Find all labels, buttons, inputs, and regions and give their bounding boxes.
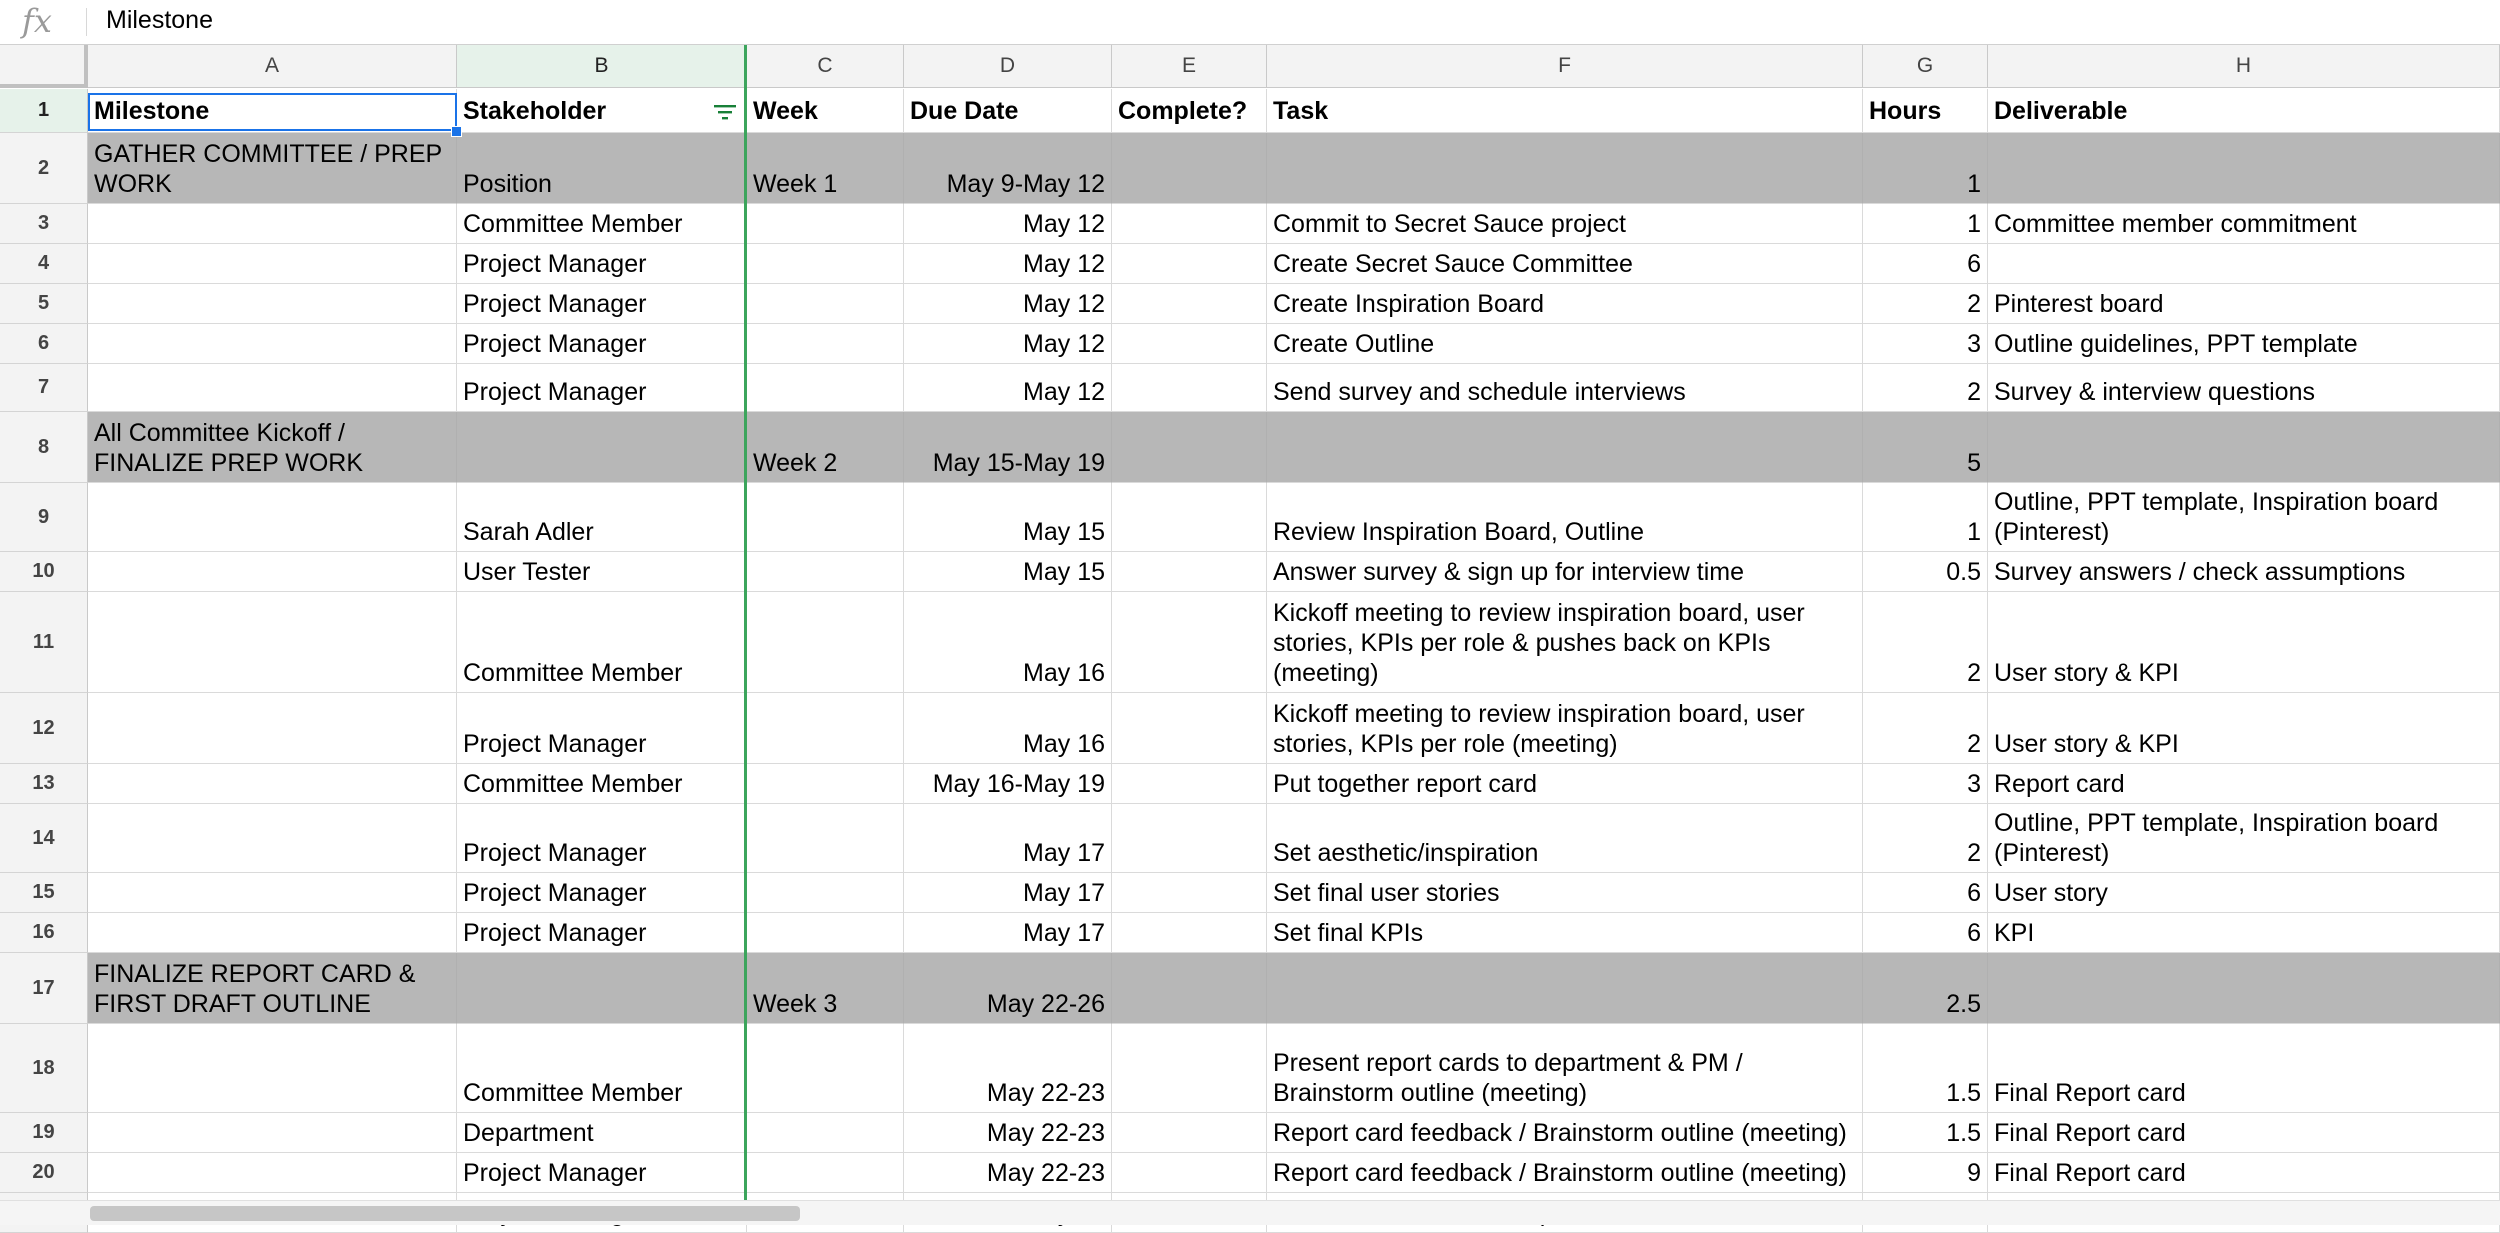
cell-text: May 17 [1023,919,1105,947]
cell-text: Committee Member [463,770,683,798]
cell-deliverable[interactable] [1988,324,2500,364]
cell-text: Due Date [910,96,1019,125]
cell-due-date[interactable] [904,204,1112,244]
cell-text: 6 [1967,250,1981,278]
column-header-g[interactable]: G [1863,45,1988,88]
select-all-corner[interactable] [0,45,88,88]
cell-complete[interactable] [1112,483,1267,552]
cell-text: 5 [1967,449,1981,477]
row-header[interactable]: 1 [0,89,88,133]
cell-text: Week 1 [753,170,838,198]
row-header[interactable]: 17 [0,953,88,1024]
cell-hours[interactable] [1863,1153,1988,1193]
cell-due-date[interactable] [904,693,1112,764]
cell-deliverable[interactable] [1988,592,2500,693]
cell-text: Set final user stories [1273,879,1500,907]
cell-complete[interactable] [1112,764,1267,804]
cell-task[interactable] [1267,592,1863,693]
cell-text: May 15 [1023,558,1105,586]
cell-hours[interactable] [1863,364,1988,412]
cell-text: Task [1273,96,1329,125]
row-header[interactable]: 7 [0,364,88,412]
cell-week[interactable] [747,764,904,804]
cell-week[interactable] [747,1113,904,1153]
cell-text: Put together report card [1273,770,1538,798]
cell-text: 9 [1967,1159,1981,1187]
cell-deliverable[interactable] [1988,364,2500,412]
cell-hours[interactable] [1863,552,1988,592]
cell-deliverable[interactable] [1988,133,2500,204]
cell-milestone[interactable] [88,873,457,913]
cell-milestone[interactable] [88,953,457,1024]
cell-task[interactable] [1267,873,1863,913]
cell-text: Milestone [94,96,210,125]
cell-complete[interactable] [1112,133,1267,204]
cell-text: FINALIZE REPORT CARD & FIRST DRAFT OUTLINE [94,960,416,1018]
cell-text: May 9-May 12 [946,170,1105,198]
cell-week[interactable] [747,873,904,913]
cell-hours[interactable] [1863,693,1988,764]
cell-hours[interactable] [1863,1024,1988,1113]
cell-text: Committee member commitment [1994,210,2357,238]
cell-text: 2.5 [1946,990,1981,1018]
cell-text: May 12 [1023,378,1105,406]
row-header[interactable]: 16 [0,913,88,953]
cell-text: Outline, PPT template, Inspiration board (Pinterest) [1994,488,2439,546]
cell-deliverable[interactable] [1988,284,2500,324]
cell-task[interactable] [1267,1153,1863,1193]
formula-input[interactable]: Milestone [106,6,213,34]
cell-text: Survey & interview questions [1994,378,2315,406]
cell-complete[interactable] [1112,693,1267,764]
cell-milestone[interactable] [88,693,457,764]
cell-hours[interactable] [1863,873,1988,913]
cell-text: Report card feedback / Brainstorm outline (meeting) [1273,1159,1847,1187]
cell-milestone[interactable] [88,364,457,412]
cell-week[interactable] [747,244,904,284]
cell-milestone[interactable] [88,483,457,552]
cell-text: 1.5 [1946,1119,1981,1147]
cell-task[interactable] [1267,483,1863,552]
cell-week[interactable] [747,1024,904,1113]
cell-hours[interactable] [1863,204,1988,244]
cell-text: GATHER COMMITTEE / PREP WORK [94,140,442,198]
cell-text: Report card [1994,770,2125,798]
cell-complete[interactable] [1112,412,1267,483]
cell-text: Project Manager [463,1159,647,1187]
cell-milestone[interactable] [88,592,457,693]
cell-week[interactable] [747,483,904,552]
cell-text: 6 [1967,919,1981,947]
cell-stakeholder[interactable] [457,284,747,324]
row-header[interactable]: 11 [0,592,88,693]
cell-text: Week 3 [753,990,838,1018]
cell-milestone[interactable] [88,1153,457,1193]
cell-hours[interactable] [1863,913,1988,953]
cell-week[interactable] [747,804,904,873]
cell-hours[interactable] [1863,244,1988,284]
cell-week[interactable] [747,1153,904,1193]
row-header[interactable]: 8 [0,412,88,483]
cell-text: Project Manager [463,919,647,947]
cell-complete[interactable] [1112,89,1267,133]
cell-week[interactable] [747,324,904,364]
cell-text: 2 [1967,839,1981,867]
cell-due-date[interactable] [904,913,1112,953]
cell-task[interactable] [1267,364,1863,412]
cell-text: Committee Member [463,659,683,687]
cell-text: 2 [1967,378,1981,406]
cell-text: Set final KPIs [1273,919,1424,947]
cell-text: Sarah Adler [463,518,594,546]
row-header[interactable]: 19 [0,1113,88,1153]
cell-task[interactable] [1267,324,1863,364]
cell-text: Final Report card [1994,1079,2186,1107]
cell-task[interactable] [1267,204,1863,244]
cell-due-date[interactable] [904,1024,1112,1113]
cell-stakeholder[interactable] [457,133,747,204]
cell-deliverable[interactable] [1988,89,2500,133]
cell-stakeholder[interactable] [457,592,747,693]
cell-complete[interactable] [1112,244,1267,284]
cell-stakeholder[interactable] [457,804,747,873]
row-header[interactable]: 12 [0,693,88,764]
cell-stakeholder[interactable] [457,764,747,804]
cell-deliverable[interactable] [1988,804,2500,873]
cell-deliverable[interactable] [1988,552,2500,592]
cell-week[interactable] [747,913,904,953]
cell-text: Department [463,1119,594,1147]
row-header[interactable]: 5 [0,284,88,324]
cell-text: User story [1994,879,2108,907]
cell-text: All Committee Kickoff / FINALIZE PREP WORK [94,419,364,477]
cell-milestone[interactable] [88,244,457,284]
cell-text: Create Outline [1273,330,1435,358]
cell-milestone[interactable] [88,764,457,804]
cell-stakeholder[interactable] [457,552,747,592]
cell-hours[interactable] [1863,89,1988,133]
cell-complete[interactable] [1112,364,1267,412]
cell-task[interactable] [1267,1113,1863,1153]
cell-text: May 17 [1023,879,1105,907]
cell-deliverable[interactable] [1988,1153,2500,1193]
cell-text: 1 [1967,210,1981,238]
row-header[interactable]: 3 [0,204,88,244]
cell-stakeholder[interactable] [457,693,747,764]
cell-due-date[interactable] [904,592,1112,693]
cell-text: May 22-23 [986,1079,1105,1107]
cell-stakeholder[interactable] [457,324,747,364]
row-header[interactable]: 10 [0,552,88,592]
cell-deliverable[interactable] [1988,693,2500,764]
cell-text: Final Report card [1994,1159,2186,1187]
column-header-f[interactable]: F [1267,45,1863,88]
cell-text: Deliverable [1994,96,2128,125]
cell-text: 3 [1967,770,1981,798]
cell-deliverable[interactable] [1988,1024,2500,1113]
cell-hours[interactable] [1863,324,1988,364]
cell-due-date[interactable] [904,873,1112,913]
cell-due-date[interactable] [904,412,1112,483]
cell-text: User story & KPI [1994,730,2179,758]
fx-icon: fx [22,2,52,40]
cell-text: Answer survey & sign up for interview time [1273,558,1745,586]
cell-task[interactable] [1267,552,1863,592]
cell-task[interactable] [1267,284,1863,324]
cell-complete[interactable] [1112,804,1267,873]
cell-stakeholder[interactable] [457,873,747,913]
fill-handle[interactable] [451,126,462,137]
cell-text: Create Inspiration Board [1273,290,1544,318]
cell-stakeholder[interactable] [457,244,747,284]
cell-due-date[interactable] [904,89,1112,133]
cell-deliverable[interactable] [1988,953,2500,1024]
cell-task[interactable] [1267,693,1863,764]
scrollbar-thumb[interactable] [90,1206,800,1221]
cell-text: Committee Member [463,210,683,238]
column-header-h[interactable]: H [1988,45,2500,88]
cell-week[interactable] [747,412,904,483]
cell-task[interactable] [1267,764,1863,804]
cell-text: May 17 [1023,839,1105,867]
cell-week[interactable] [747,133,904,204]
cell-task[interactable] [1267,89,1863,133]
cell-milestone[interactable] [88,324,457,364]
cell-text: May 12 [1023,290,1105,318]
column-header-b[interactable]: B [457,45,747,88]
cell-milestone[interactable] [88,204,457,244]
horizontal-scrollbar[interactable] [0,1200,2500,1225]
cell-task[interactable] [1267,953,1863,1024]
cell-text: Project Manager [463,839,647,867]
cell-hours[interactable] [1863,284,1988,324]
cell-milestone[interactable] [88,552,457,592]
cell-week[interactable] [747,552,904,592]
formula-bar-divider [86,8,87,36]
cell-deliverable[interactable] [1988,764,2500,804]
cell-text: Project Manager [463,330,647,358]
cell-due-date[interactable] [904,133,1112,204]
cell-text: May 16 [1023,730,1105,758]
cell-due-date[interactable] [904,764,1112,804]
cell-due-date[interactable] [904,552,1112,592]
cell-task[interactable] [1267,913,1863,953]
cell-text: Project Manager [463,250,647,278]
formula-bar [0,0,2500,45]
cell-due-date[interactable] [904,953,1112,1024]
cell-text: Project Manager [463,290,647,318]
cell-hours[interactable] [1863,133,1988,204]
row-header[interactable]: 18 [0,1024,88,1113]
cell-week[interactable] [747,204,904,244]
cell-text: Position [463,170,552,198]
cell-text: May 12 [1023,330,1105,358]
cell-stakeholder[interactable] [457,89,747,133]
cell-hours[interactable] [1863,1113,1988,1153]
cell-text: Final Report card [1994,1119,2186,1147]
cell-hours[interactable] [1863,412,1988,483]
row-header[interactable]: 20 [0,1153,88,1193]
cell-text: Project Manager [463,378,647,406]
cell-text: Send survey and schedule interviews [1273,378,1686,406]
cell-task[interactable] [1267,133,1863,204]
cell-text: May 22-23 [986,1159,1105,1187]
cell-milestone[interactable] [88,133,457,204]
cell-text: Hours [1869,96,1942,125]
cell-text: May 15-May 19 [932,449,1105,477]
cell-due-date[interactable] [904,364,1112,412]
cell-hours[interactable] [1863,592,1988,693]
cell-milestone[interactable] [88,412,457,483]
cell-milestone[interactable] [88,913,457,953]
cell-week[interactable] [747,284,904,324]
cell-text: Pinterest board [1994,290,2164,318]
column-header-d[interactable]: D [904,45,1112,88]
row-header[interactable]: 15 [0,873,88,913]
cell-text: May 12 [1023,210,1105,238]
cell-text: 0.5 [1946,558,1981,586]
row-header[interactable]: 13 [0,764,88,804]
cell-text: 2 [1967,730,1981,758]
cell-task[interactable] [1267,804,1863,873]
cell-text: 2 [1967,290,1981,318]
cell-text: Commit to Secret Sauce project [1273,210,1626,238]
cell-due-date[interactable] [904,1113,1112,1153]
frozen-column-divider[interactable] [744,45,747,1200]
cell-due-date[interactable] [904,244,1112,284]
cell-hours[interactable] [1863,764,1988,804]
cell-milestone[interactable] [88,1113,457,1153]
cell-deliverable[interactable] [1988,913,2500,953]
cell-due-date[interactable] [904,1153,1112,1193]
cell-complete[interactable] [1112,953,1267,1024]
cell-milestone[interactable] [88,284,457,324]
column-header-a[interactable]: A [88,45,457,88]
cell-text: May 15 [1023,518,1105,546]
cell-text: Week [753,96,818,125]
cell-complete[interactable] [1112,1153,1267,1193]
row-header[interactable]: 9 [0,483,88,552]
cell-complete[interactable] [1112,592,1267,693]
cell-text: 6 [1967,879,1981,907]
cell-complete[interactable] [1112,913,1267,953]
cell-text: Committee Member [463,1079,683,1107]
cell-text: Project Manager [463,730,647,758]
cell-complete[interactable] [1112,324,1267,364]
cell-deliverable[interactable] [1988,1113,2500,1153]
cell-text: Present report cards to department & PM / Brainstorm outline (meeting) [1273,1049,1743,1107]
cell-text: Outline, PPT template, Inspiration board (Pinterest) [1994,809,2439,867]
cell-task[interactable] [1267,244,1863,284]
cell-complete[interactable] [1112,1024,1267,1113]
cell-task[interactable] [1267,1024,1863,1113]
cell-text: Outline guidelines, PPT template [1994,330,2358,358]
cell-text: 1 [1967,170,1981,198]
cell-complete[interactable] [1112,1113,1267,1153]
cell-text: 2 [1967,659,1981,687]
cell-due-date[interactable] [904,324,1112,364]
cell-text: May 12 [1023,250,1105,278]
cell-text: May 16-May 19 [932,770,1105,798]
cell-milestone[interactable] [88,1024,457,1113]
cell-stakeholder[interactable] [457,483,747,552]
row-header[interactable]: 14 [0,804,88,873]
cell-deliverable[interactable] [1988,483,2500,552]
cell-week[interactable] [747,592,904,693]
cell-week[interactable] [747,693,904,764]
cell-stakeholder[interactable] [457,913,747,953]
cell-text: Week 2 [753,449,838,477]
cell-text: May 16 [1023,659,1105,687]
cell-milestone[interactable] [88,804,457,873]
row-header[interactable]: 2 [0,133,88,204]
cell-text: Survey answers / check assumptions [1994,558,2406,586]
cell-hours[interactable] [1863,953,1988,1024]
cell-text: 1.5 [1946,1079,1981,1107]
cell-text: May 22-23 [986,1119,1105,1147]
cell-stakeholder[interactable] [457,204,747,244]
cell-text: Complete? [1118,96,1248,125]
cell-text: May 22-26 [986,990,1105,1018]
cell-text: Review Inspiration Board, Outline [1273,518,1645,546]
cell-text: Stakeholder [463,96,607,125]
cell-text: Kickoff meeting to review inspiration board, user stories, KPIs per role (meeting) [1273,700,1805,758]
cell-text: 1 [1967,518,1981,546]
cell-stakeholder[interactable] [457,364,747,412]
cell-due-date[interactable] [904,284,1112,324]
cell-text: 3 [1967,330,1981,358]
cell-deliverable[interactable] [1988,244,2500,284]
cell-due-date[interactable] [904,483,1112,552]
column-header-c[interactable]: C [747,45,904,88]
column-header-e[interactable]: E [1112,45,1267,88]
cell-complete[interactable] [1112,284,1267,324]
cell-stakeholder[interactable] [457,412,747,483]
cell-hours[interactable] [1863,804,1988,873]
cell-week[interactable] [747,364,904,412]
cell-week[interactable] [747,953,904,1024]
cell-stakeholder[interactable] [457,953,747,1024]
active-cell-selection [88,93,457,131]
cell-complete[interactable] [1112,873,1267,913]
cell-text: Report card feedback / Brainstorm outline (meeting) [1273,1119,1847,1147]
cell-hours[interactable] [1863,483,1988,552]
cell-deliverable[interactable] [1988,412,2500,483]
cell-text: Set aesthetic/inspiration [1273,839,1539,867]
cell-complete[interactable] [1112,552,1267,592]
cell-text: Project Manager [463,879,647,907]
cell-task[interactable] [1267,412,1863,483]
cell-deliverable[interactable] [1988,204,2500,244]
cell-text: User Tester [463,558,591,586]
cell-stakeholder[interactable] [457,1024,747,1113]
cell-text: Create Secret Sauce Committee [1273,250,1633,278]
cell-week[interactable] [747,89,904,133]
cell-text: User story & KPI [1994,659,2179,687]
cell-complete[interactable] [1112,204,1267,244]
cell-stakeholder[interactable] [457,1113,747,1153]
filter-icon[interactable] [712,101,738,123]
row-header[interactable]: 4 [0,244,88,284]
cell-text: Kickoff meeting to review inspiration board, user stories, KPIs per role & pushes back on KPIs (meeting) [1273,599,1805,687]
cell-text: KPI [1994,919,2035,947]
cell-due-date[interactable] [904,804,1112,873]
cell-deliverable[interactable] [1988,873,2500,913]
row-header[interactable]: 6 [0,324,88,364]
cell-stakeholder[interactable] [457,1153,747,1193]
